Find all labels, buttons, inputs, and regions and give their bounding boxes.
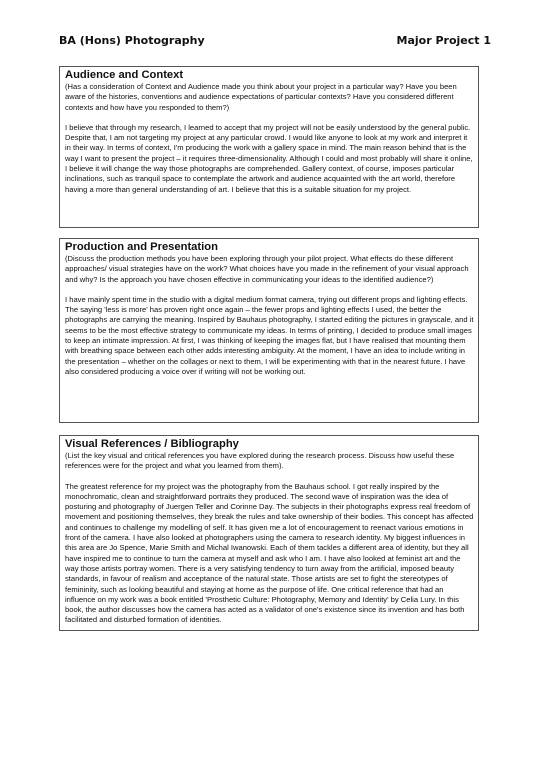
section-production-presentation: [59, 238, 479, 423]
course-title: BA (Hons) Photography: [59, 33, 205, 47]
section-prompt: (Discuss the production methods you have been exploring through your pilot project. What effects do these different approaches/ visual strategies have on the work? What choices have you made in the refinement of your visual approach and why? Is the approach you have chosen effective in communicating your ideas to the identified audience?): [65, 254, 469, 284]
section-visual-references: [59, 435, 479, 631]
project-title: Major Project 1: [396, 33, 491, 47]
section-audience-context: [59, 66, 479, 228]
section-title: Visual References / Bibliography: [65, 438, 239, 450]
section-body: I believe that through my research, I learned to accept that my project will not be easily understood by the general public. Despite that, I am not targeting my project at any particular crowd. I would like anyone to look at my work and interpret it in their way. In terms of context, I'm producing the work with a gallery space in mind. The main reason behind that is the way I want to present the project – it requires three-dimensionality. Although I could and most probably will share it online, I believe it will change the way those photographs are comprehended. Gallery context, of course, imposes particular inclinations, such as tranquil space to contemplate the artwork and audience acquainted with the art world, therefore having a more than general understanding of art. I believe that this is a suitable situation for my project.: [65, 122, 473, 194]
section-title: Audience and Context: [65, 69, 184, 81]
page-header: [59, 30, 491, 50]
section-body: I have mainly spent time in the studio with a digital medium format camera, trying out different props and lighting effects. The saying 'less is more' has proven right once again – the fewer props and lighting effects I used, the better the photographs are carrying the meaning. Inspired by Bauhaus photography, I started editing the pictures in grayscale, and it seems to be the most effective strategy to communicate my ideas. In terms of printing, I decided to produce small images to keep an intimate impression. At first, I was thinking of keeping the images flat, but I have realised that mounting them with breathing space between each other adds interesting ambiguity. At the moment, I have an idea to include writing in the presentation – whether on the collages or next to them, I will be experimenting with that in the nearest future. I have also considered producing a voice over if writing will not be working out.: [65, 294, 474, 376]
section-title: Production and Presentation: [65, 241, 218, 253]
section-prompt: (List the key visual and critical references you have explored during the research process. Discuss how useful these references were for the project and what you learned from them).: [65, 451, 455, 471]
section-prompt: (Has a consideration of Context and Audience made you think about your project in a particular way? Have you been aware of the histories, conventions and audience expectations of particular contexts? Have you considered different contexts and how have you responded to them?): [65, 82, 457, 112]
section-body: The greatest reference for my project was the photography from the Bauhaus school. I got really inspired by the monochromatic, clean and straightforward portraits they produced. The second wave of inspiration was the idea of posturing and photography of Juergen Teller and Corinne Day. The subjects in their photographs express real freedom of movement and positioning themselves, they break the rules and take ownership of their bodies. This concept has affected and continues to challenge my modelling of self. It has given me a lot of encouragement to reenact various emotions in front of the camera. I have also looked at photographers using the camera to research identity. My biggest influences in this area are Jo Spence, Marie Smith and Michal Iwanowski. Each of them tackles a different area of identity, but they all have inspired me to continue to turn the camera at myself and ask who I am. I have also looked at feminist art and the way those artists portray women. There is a very satisfying tendency to turn away from the artificial, imposed beauty standards, in favour of realism and acceptance of the natural state. Those artists are set to fight the stereotypes of femininity, such as looking beautiful and staying at home as the purpose of life. One critical reference that had an influence on my work was a book entitled 'Prosthetic Culture: Photography, Memory and Identity' by Celia Lury. In this book, the author discusses how the camera has acted as a validator of one's existence since its invention and has both facilitated and disturbed formation of identities.: [65, 481, 474, 625]
